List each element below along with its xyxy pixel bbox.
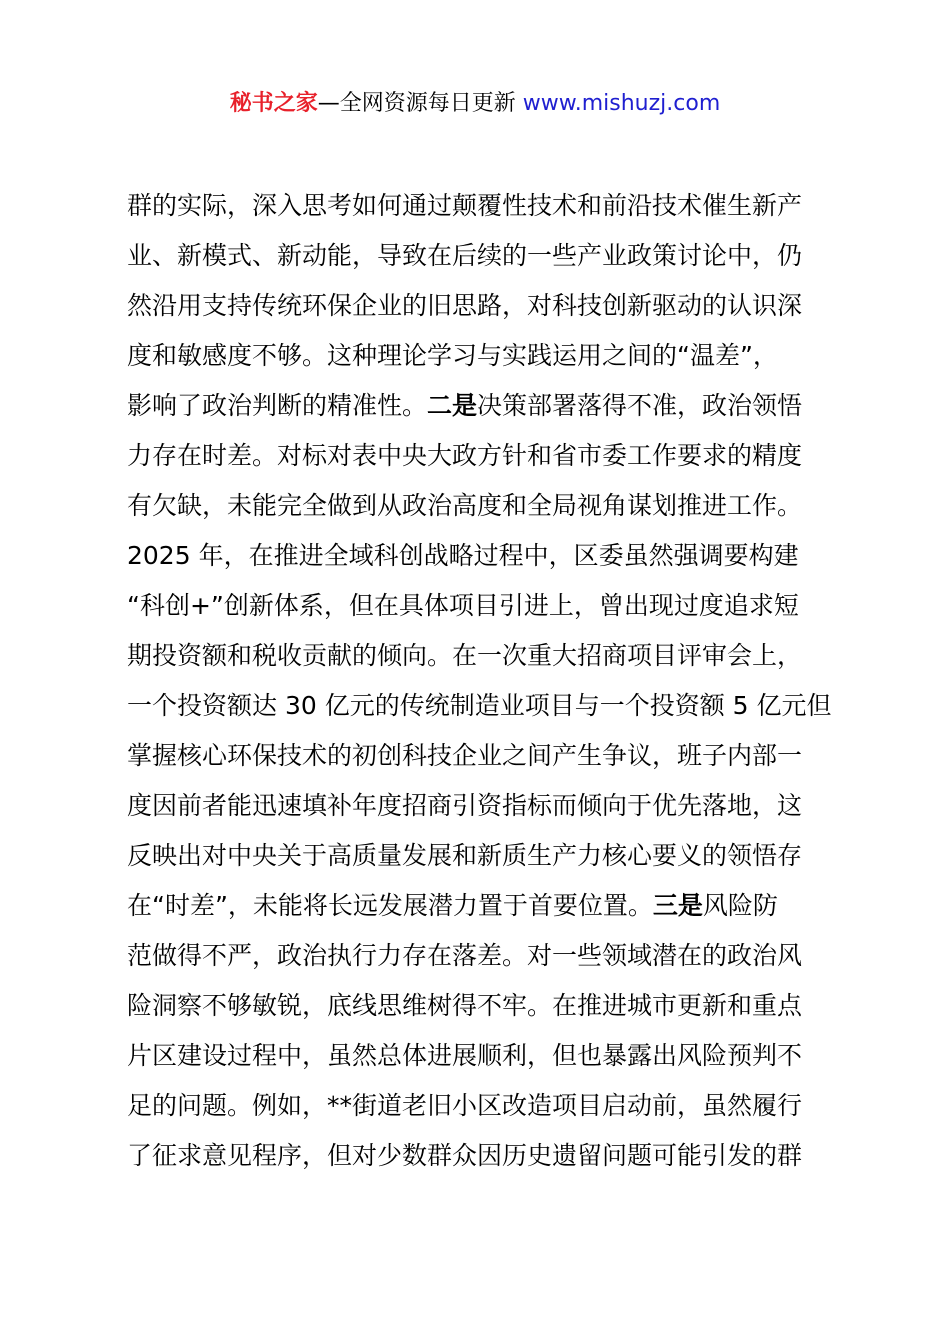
line-text: 影响了政治判断的精准性。 <box>127 391 428 420</box>
line-bold-text: 三是 <box>652 891 703 920</box>
text-line <box>127 681 837 731</box>
text-line <box>127 581 837 631</box>
line-text: 了征求意见程序，但对少数群众因历史遗留问题可能引发的群 <box>127 1141 803 1170</box>
line-text: 力存在时差。对标对表中央大政方针和省市委工作要求的精度 <box>127 441 803 470</box>
line-text: 掌握核心环保技术的初创科技企业之间产生争议，班子内部一 <box>127 741 803 770</box>
line-bold-text: 二是 <box>427 391 478 420</box>
line-text: 一个投资额达 30 亿元的传统制造业项目与一个投资额 5 亿元但 <box>127 691 832 720</box>
line-text: 片区建设过程中，虽然总体进展顺利，但也暴露出风险预判不 <box>127 1041 803 1070</box>
line-text: 度和敏感度不够。这种理论学习与实践运用之间的“温差”， <box>127 341 778 370</box>
line-text: 在“时差”，未能将长远发展潜力置于首要位置。 <box>127 891 653 920</box>
line-text: 反映出对中央关于高质量发展和新质生产力核心要义的领悟存 <box>127 841 803 870</box>
line-text: 有欠缺，未能完全做到从政治高度和全局视角谋划推进工作。 <box>127 491 803 520</box>
text-line <box>127 831 837 881</box>
line-text: 业、新模式、新动能，导致在后续的一些产业政策讨论中，仍 <box>127 241 803 270</box>
line-text: 群的实际，深入思考如何通过颠覆性技术和前沿技术催生新产 <box>127 191 803 220</box>
text-line <box>127 931 837 981</box>
line-text-tail: 风险防 <box>702 891 778 920</box>
line-text: 度因前者能迅速填补年度招商引资指标而倾向于优先落地，这 <box>127 791 803 820</box>
text-line <box>127 281 837 331</box>
text-line <box>127 1131 837 1181</box>
site-url-link[interactable]: www.mishuzj.com <box>522 91 721 116</box>
text-line <box>127 1081 837 1131</box>
text-line <box>127 731 837 781</box>
text-line <box>127 781 837 831</box>
document-body <box>127 181 837 1181</box>
text-line <box>127 981 837 1031</box>
line-text: “科创+”创新体系，但在具体项目引进上，曾出现过度追求短 <box>127 591 799 620</box>
line-text: 期投资额和税收贡献的倾向。在一次重大招商项目评审会上， <box>127 641 803 670</box>
text-line <box>127 431 837 481</box>
line-text: 险洞察不够敏锐，底线思维树得不牢。在推进城市更新和重点 <box>127 991 803 1020</box>
line-text: 然沿用支持传统环保企业的旧思路，对科技创新驱动的认识深 <box>127 291 803 320</box>
text-line <box>127 531 837 581</box>
text-line <box>127 231 837 281</box>
page-header <box>0 86 950 122</box>
text-line <box>127 381 837 431</box>
line-text-tail: 决策部署落得不准，政治领悟 <box>477 391 803 420</box>
text-line <box>127 1031 837 1081</box>
text-line <box>127 481 837 531</box>
line-text: 2025 年，在推进全域科创战略过程中，区委虽然强调要构建 <box>127 541 799 570</box>
text-line <box>127 631 837 681</box>
text-line <box>127 181 837 231</box>
header-tagline: —全网资源每日更新 <box>317 91 523 116</box>
text-line <box>127 881 837 931</box>
text-line <box>127 331 837 381</box>
line-text: 足的问题。例如，**街道老旧小区改造项目启动前，虽然履行 <box>127 1091 803 1120</box>
brand-name: 秘书之家 <box>229 91 318 116</box>
line-text: 范做得不严，政治执行力存在落差。对一些领域潜在的政治风 <box>127 941 803 970</box>
